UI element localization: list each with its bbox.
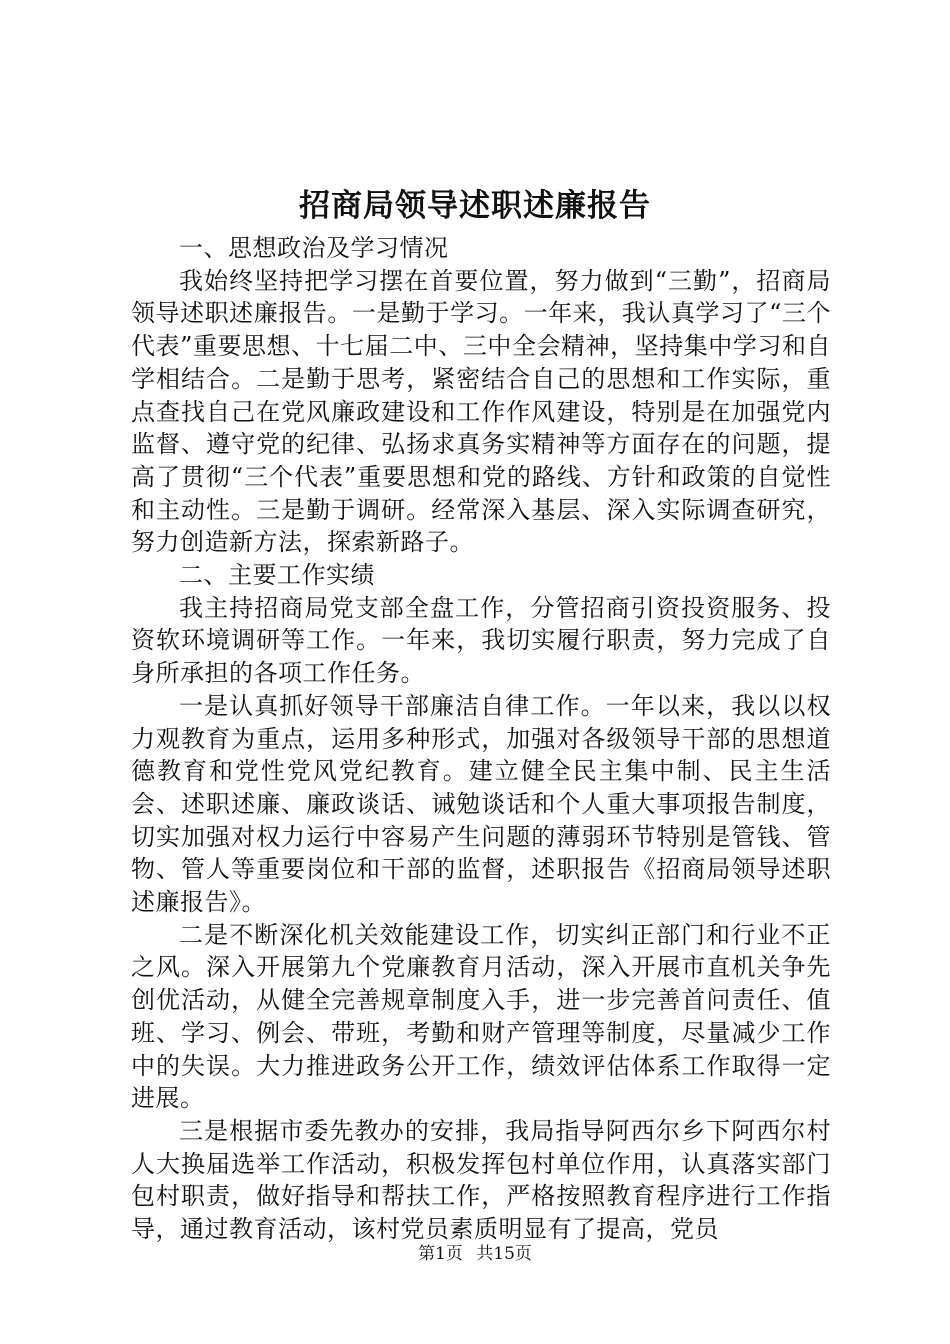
paragraph-duties: 我主持招商局党支部全盘工作，分管招商引资投资服务、投资软环境调研等工作。一年来，我切实履行职责，努力完成了自身所承担的各项工作任务。 [131,593,831,688]
paragraph-study: 我始终坚持把学习摆在首要位置，努力做到“三勤”，招商局领导述职述廉报告。一是勤于学习。一年来，我认真学习了“三个代表”重要思想、十七届二中、三中全会精神，坚持集中学习和自学相结合。二是勤于思考，紧密结合自己的思想和工作实际，重点查找自己在党风廉政建设和工作作风建设，特别是在加强党内监督、遵守党的纪律、弘扬求真务实精神等方面存在的问题，提高了贯彻“三个代表”重要思想和党的路线、方针和政策的自觉性和主动性。三是勤于调研。经常深入基层、深入实际调查研究，努力创造新方法，探索新路子。 [131,266,831,557]
page-footer [0,1242,950,1266]
page-total: 共15页 [476,1244,532,1264]
section-heading-1: 一、思想政治及学习情况 [179,234,449,262]
document-body [131,232,831,1246]
document-title: 招商局领导述职述廉报告 [299,188,651,224]
section-heading-2: 二、主要工作实绩 [179,561,375,590]
paragraph-point-2: 二是不断深化机关效能建设工作，切实纠正部门和行业不正之风。深入开展第九个党廉教育月活动，深入开展市直机关争先创优活动，从健全完善规章制度入手，进一步完善首问责任、值班、学习、例会、带班，考勤和财产管理等制度，尽量减少工作中的失误。大力推进政务公开工作，绩效评估体系工作取得一定进展。 [131,920,831,1113]
paragraph-point-1: 一是认真抓好领导干部廉洁自律工作。一年以来，我以以权力观教育为重点，运用多种形式，加强对各级领导干部的思想道德教育和党性党风党纪教育。建立健全民主集中制、民主生活会、述职述廉、廉政谈话、诫勉谈话和个人重大事项报告制度，切实加强对权力运行中容易产生问题的薄弱环节特别是管钱、管物、管人等重要岗位和干部的监督，述职报告《招商局领导述职述廉报告》。 [131,691,831,917]
paragraph-point-3: 三是根据市委先教办的安排，我局指导阿西尔乡下阿西尔村人大换届选举工作活动，积极发挥包村单位作用，认真落实部门包村职责，做好指导和帮扶工作，严格按照教育程序进行工作指导，通过教育活动，该村党员素质明显有了提高，党员 [131,1116,831,1244]
page-number: 第1页 [418,1244,463,1264]
